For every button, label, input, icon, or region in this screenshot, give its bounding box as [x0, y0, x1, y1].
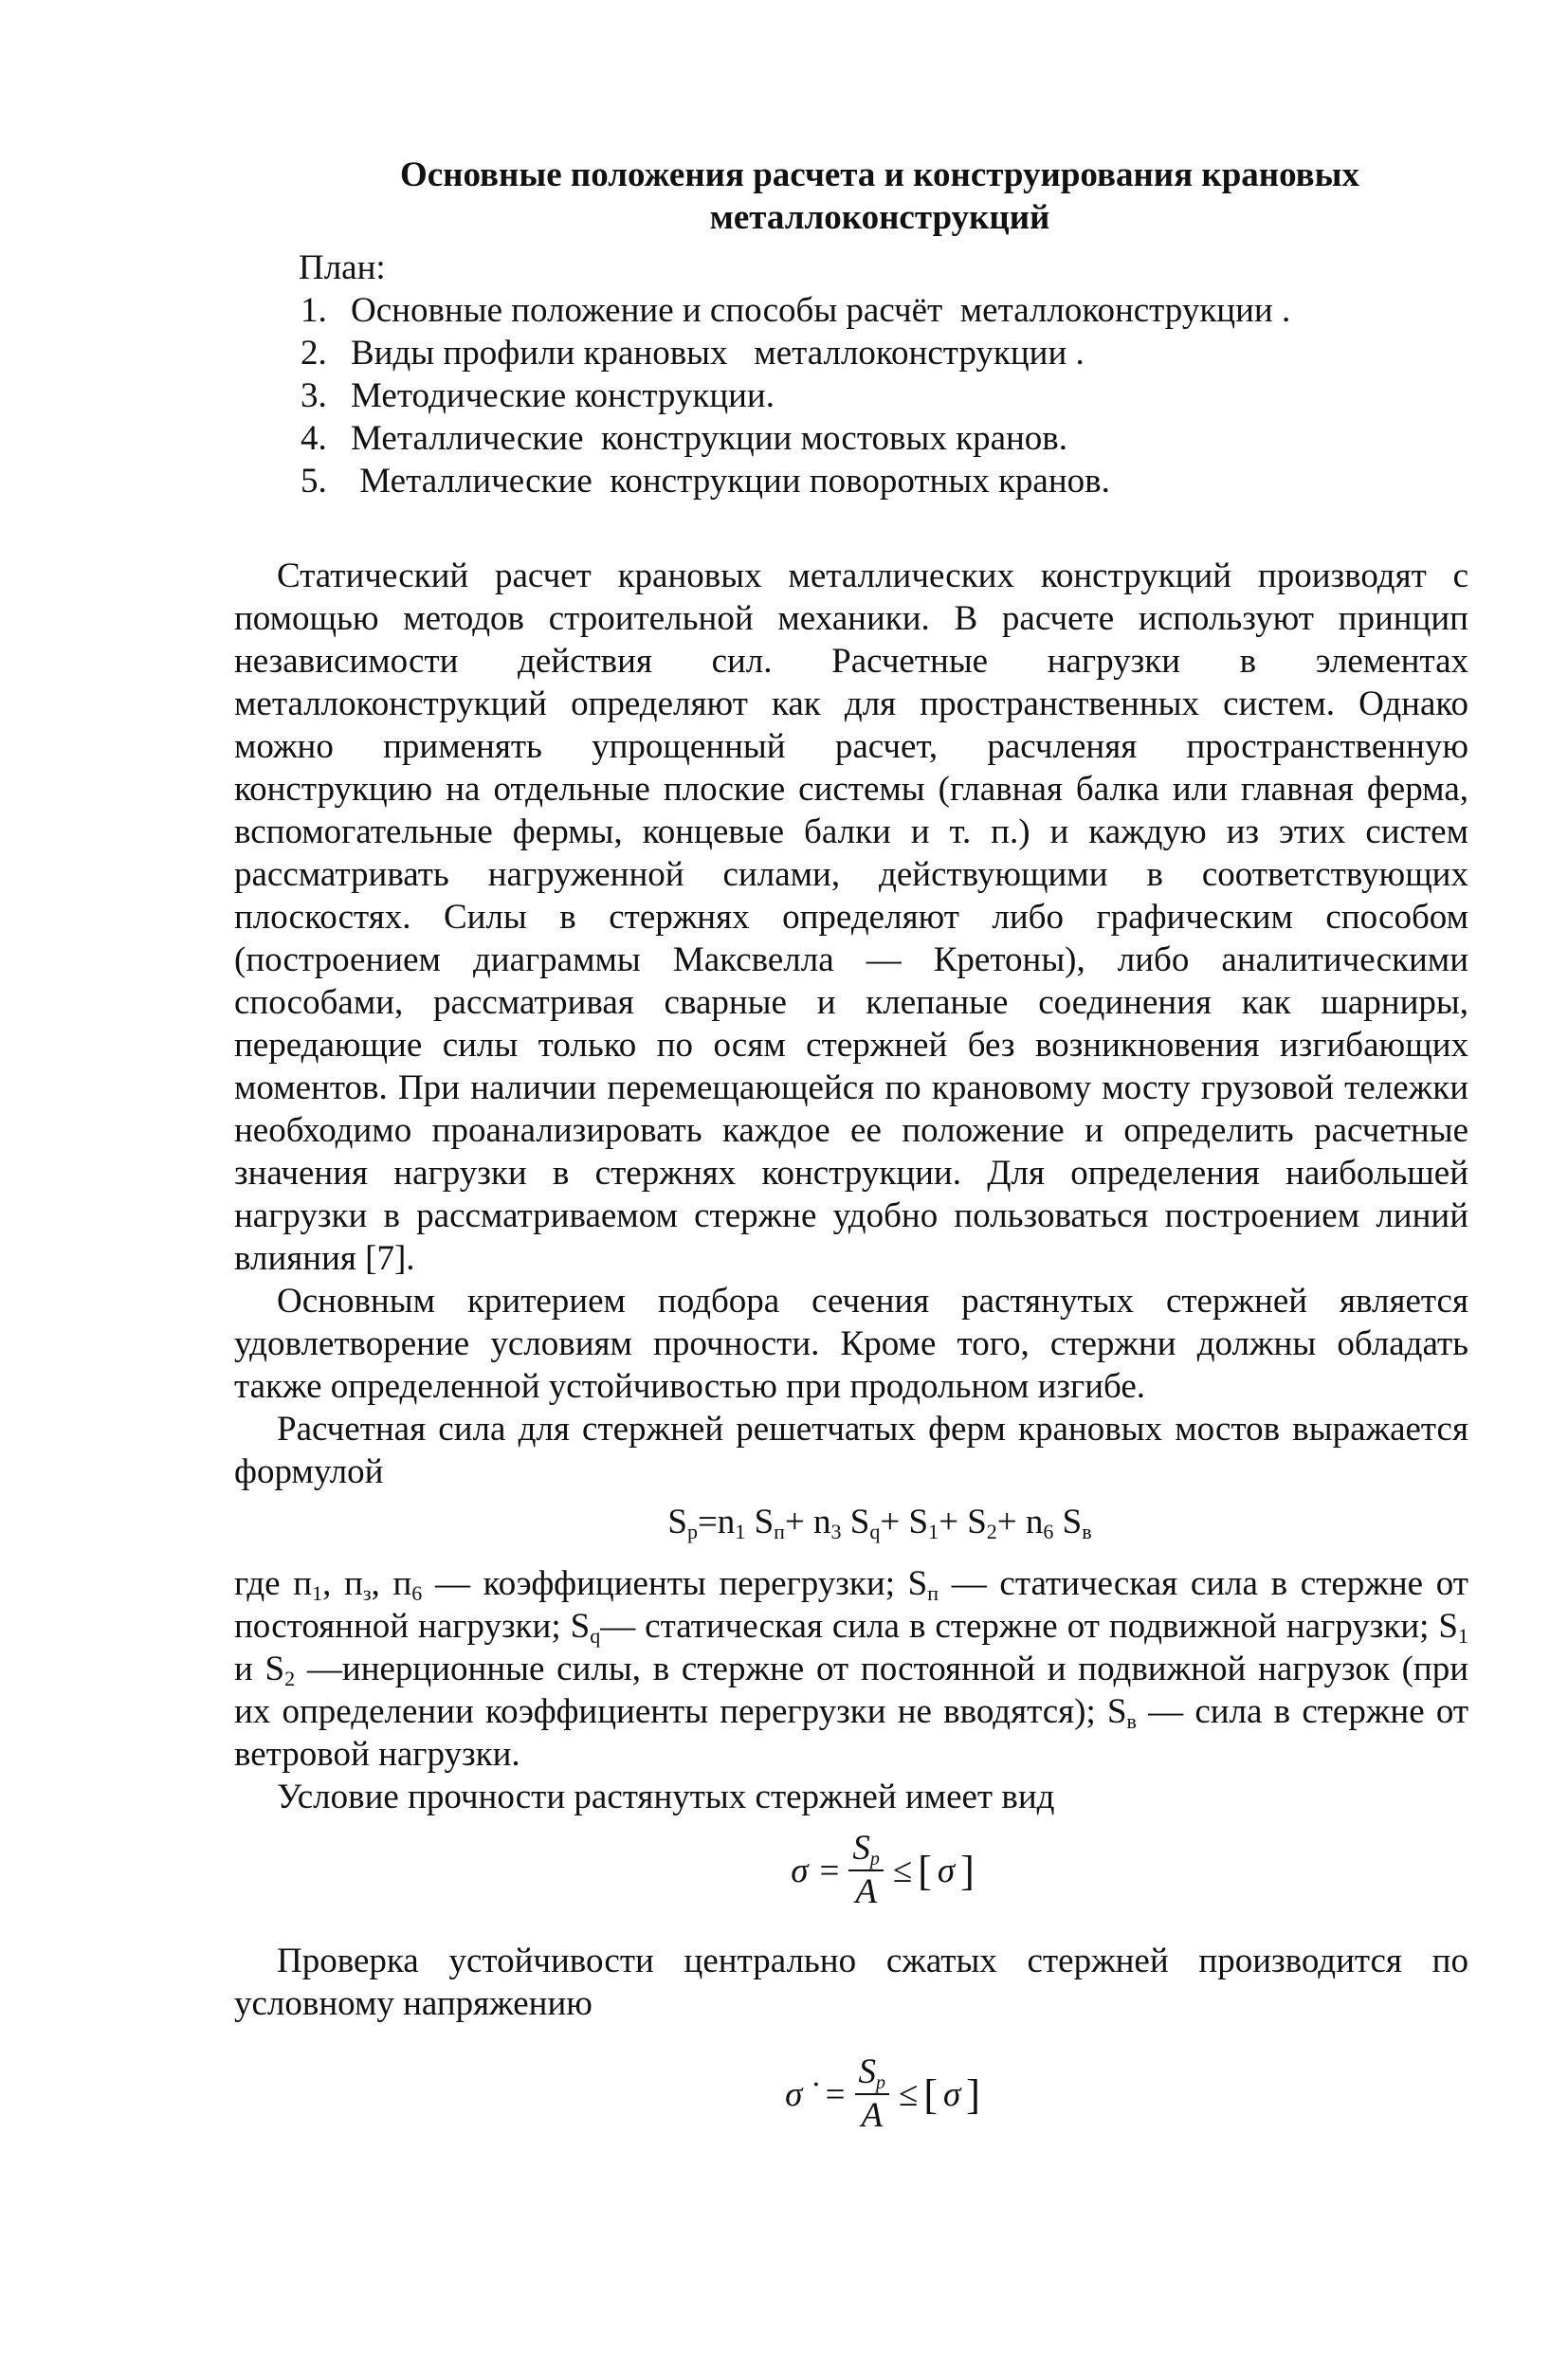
paragraph-design-force: Расчетная сила для стержней решетчатых ферм крановых мостов выражается формулой — [234, 1410, 1468, 1491]
fraction-numerator — [855, 2053, 890, 2095]
formula-symbol: =n — [697, 1503, 736, 1541]
text-run: , п — [371, 1564, 412, 1603]
text-subscript: в — [1126, 1709, 1137, 1733]
formula-subscript: р — [686, 1520, 698, 1543]
numerator-subscript: p — [876, 2072, 886, 2093]
text-subscript: 1 — [312, 1581, 323, 1605]
equals-sign: = — [819, 1851, 840, 1890]
text-subscript: з — [362, 1581, 372, 1605]
paragraph-static-calculation: Статический расчет крановых металлических конструкций производят с помощью методов строительной механики. В расчете используют принцип независимости действия сил. Расчетные нагрузки в элементах металлоконструкций определяют как для пространственных систем. Однако можно применять упрощенный расчет, расчленяя пространственную конструкцию на отдельные плоские системы (главная балка или главная ферма, вспомогательные фермы, концевые балки и т. п.) и каждую из этих систем рассматривать нагруженной силами, действующими в соответствующих плоскостях. Силы в стержнях определяют либо графическим способом (построением диаграммы Максвелла — Кретоны), либо аналитическими способами, рассматривая сварные и клепаные соединения как шарниры, передающие силы только по осям стержней без возникновения изгибающих моментов. При наличии перемещающейся по крановому мосту грузовой тележки необходимо проанализировать каждое ее положение и определить расчетные значения нагрузки в стержнях конструкции. Для определения наибольшей нагрузки в рассматриваемом стержне удобно пользоваться построением линий влияния [7]. — [234, 556, 1468, 1278]
formula-subscript: 3 — [830, 1520, 842, 1543]
prime-mark: ˙ — [808, 2074, 820, 2114]
text-subscript: 6 — [411, 1581, 423, 1605]
plan-item — [301, 460, 1468, 502]
text-subscript: 1 — [1458, 1624, 1468, 1648]
plan-item-text: Металлические конструкции мостовых кранов. — [351, 419, 1068, 458]
plan-item-text: Методические конструкции. — [351, 376, 775, 415]
plan-list — [234, 289, 1468, 502]
formula-symbol: + n — [784, 1503, 831, 1541]
text-run: — статическая сила в стержне от подвижной нагрузки; S — [600, 1607, 1458, 1646]
plan-item-number: 5. — [301, 462, 327, 501]
title-line-1: Основные положения расчета и конструирования крановых — [399, 155, 1360, 194]
plan-item — [301, 374, 1468, 417]
plan-item-text: Виды профили крановых металлоконструкции . — [351, 334, 1085, 373]
paragraph-selection-criterion: Основным критерием подбора сечения растянутых стержней является удовлетворение условиям прочности. Кроме того, стержни должны обладать также определенной устойчивостью при продольном изгибе. — [234, 1282, 1468, 1406]
plan-item-number: 1. — [301, 291, 327, 330]
fraction-numerator — [848, 1830, 884, 1871]
strength-formula — [234, 1830, 1468, 1911]
text-subscript: q — [590, 1624, 601, 1648]
equals-sign: = — [825, 2074, 846, 2114]
formula-subscript: 6 — [1043, 1520, 1054, 1543]
stability-formula — [234, 2053, 1468, 2135]
fraction — [848, 1830, 884, 1911]
right-bracket: ] — [960, 1847, 975, 1894]
numerator-subscript: p — [869, 1849, 880, 1869]
formula-subscript: в — [1082, 1520, 1092, 1543]
sigma-symbol: σ — [943, 2074, 961, 2114]
less-equal-sign: ≤ — [892, 1851, 913, 1890]
right-bracket: ] — [966, 2070, 980, 2118]
plan-item — [301, 332, 1468, 374]
left-bracket: [ — [918, 1847, 932, 1894]
design-force-formula — [234, 1501, 1468, 1543]
plan-item-text: Основные положение и способы расчёт металлоконструкции . — [351, 291, 1291, 330]
fraction-denominator: A — [861, 2096, 884, 2135]
text-run: , п — [322, 1564, 363, 1603]
formula-symbol: S — [1053, 1503, 1083, 1541]
formula-symbol: S — [667, 1503, 687, 1541]
fraction-denominator: A — [855, 1872, 877, 1911]
sigma-symbol: σ — [791, 1851, 809, 1890]
formula-symbol: S — [745, 1503, 775, 1541]
formula-subscript: 2 — [986, 1520, 997, 1543]
formula-symbol: + S — [939, 1503, 987, 1541]
plan-item-number: 2. — [301, 334, 327, 373]
plan-item-number: 4. — [301, 419, 327, 458]
text-run: и S — [234, 1650, 285, 1688]
numerator-symbol: S — [852, 1829, 870, 1868]
title-line-2: металлоконструкций — [709, 198, 1050, 237]
numerator-symbol: S — [858, 2052, 877, 2091]
paragraph-stability-check: Проверка устойчивости центрально сжатых стержней производится по условному напряжению — [234, 1942, 1468, 2023]
text-run: — сила в стержне от ветровой нагрузки. — [234, 1692, 1469, 1774]
text-run: где п — [234, 1564, 313, 1603]
formula-subscript: 1 — [735, 1520, 746, 1543]
fraction — [855, 2053, 890, 2135]
plan-item-number: 3. — [301, 376, 327, 415]
page — [0, 154, 1568, 2371]
formula-subscript: 1 — [928, 1520, 939, 1543]
text-subscript: п — [927, 1581, 939, 1605]
text-run: —инерционные силы, в стержне от постоянной и подвижной нагрузок (при их определении коэффициенты перегрузки не вводятся); S — [234, 1650, 1468, 1731]
paragraph-coefficients — [234, 1562, 1468, 1776]
plan-item-text: Металлические конструкции поворотных кранов. — [351, 462, 1110, 501]
text-subscript: 2 — [284, 1667, 296, 1690]
formula-subscript: q — [869, 1520, 881, 1543]
less-equal-sign: ≤ — [899, 2074, 919, 2114]
formula-symbol: + n — [996, 1503, 1044, 1541]
plan-item — [301, 289, 1468, 332]
formula-symbol: S — [841, 1503, 870, 1541]
sigma-symbol: σ — [937, 1851, 956, 1890]
left-bracket: [ — [923, 2070, 938, 2118]
text-run: — статическая сила в стержне от постоянной нагрузки; S — [234, 1564, 1468, 1646]
paragraph-strength-condition: Условие прочности растянутых стержней имеет вид — [277, 1778, 1055, 1816]
text-run: — коэффициенты перегрузки; S — [422, 1564, 928, 1603]
plan-label: План: — [299, 248, 386, 287]
formula-subscript: п — [774, 1520, 785, 1543]
document-title — [234, 154, 1468, 239]
sigma-symbol: σ — [785, 2074, 803, 2114]
plan-item — [301, 417, 1468, 460]
document-body — [234, 555, 1468, 2135]
formula-symbol: + S — [880, 1503, 929, 1541]
